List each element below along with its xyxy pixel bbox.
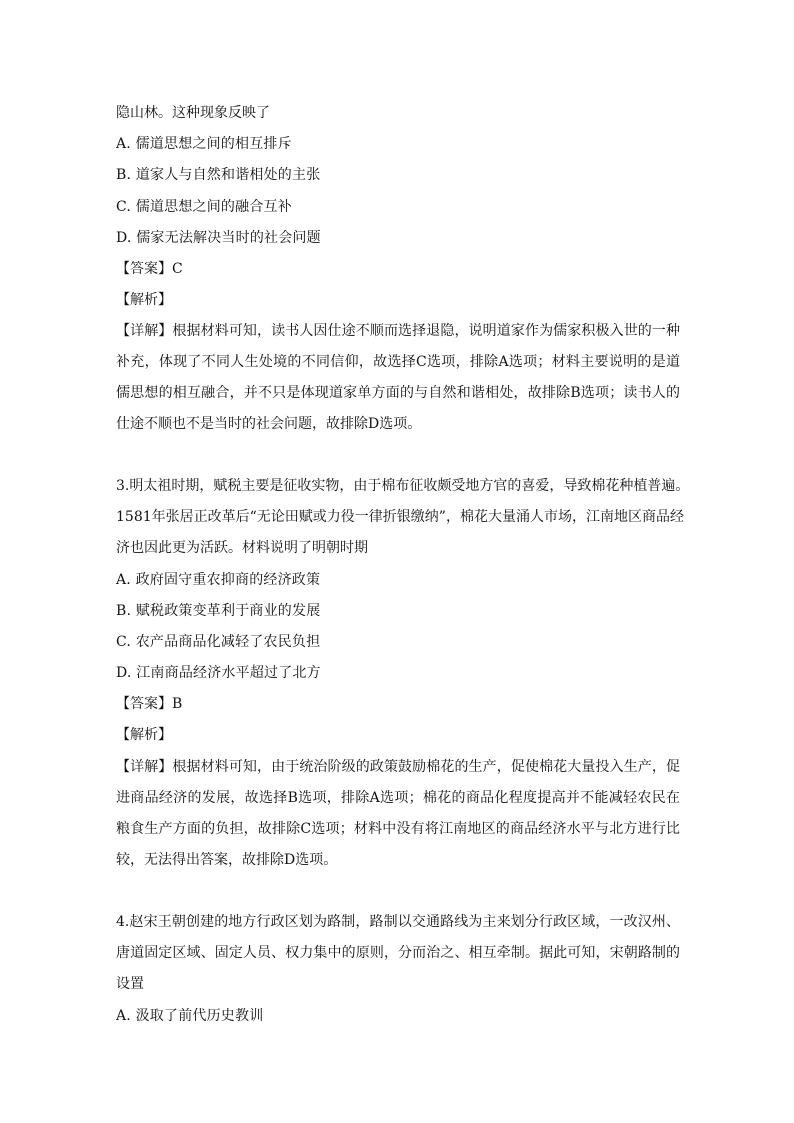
q3-analysis-label: 【解析】 — [116, 727, 172, 743]
q3-option-c: C. 农产品商品化减轻了农民负担 — [116, 634, 321, 650]
q2-answer: 【答案】C — [116, 261, 183, 277]
q3-answer: 【答案】B — [116, 696, 183, 712]
q4-stem-line-2: 唐道固定区域、固定人员、权力集中的原则，分而治之、相互牵制。据此可知，宋朝路制的 — [116, 945, 680, 961]
q2-detail-line-2: 补充，体现了不同人生处境的不同信仰，故选择C选项，排除A选项；材料主要说明的是道 — [116, 354, 680, 370]
q3-detail-line-3: 粮食生产方面的负担，故排除C选项；材料中没有将江南地区的商品经济水平与北方进行比 — [116, 821, 680, 837]
q4-option-a: A. 汲取了前代历史教训 — [116, 1008, 264, 1024]
q3-stem-line-1: 3.明太祖时期，赋税主要是征收实物，由于棉布征收颇受地方官的喜爱，导致棉花种植普遍。 — [116, 478, 690, 494]
q2-stem-tail: 隐山林。这种现象反映了 — [116, 105, 270, 121]
q2-option-a: A. 儒道思想之间的相互排斥 — [116, 136, 292, 152]
q4-stem-line-1: 4.赵宋王朝创建的地方行政区划为路制，路制以交通路线为主来划分行政区域，一改汉州、 — [116, 914, 680, 930]
q3-option-a: A. 政府固守重农抑商的经济政策 — [116, 572, 321, 588]
q2-option-b: B. 道家人与自然和谐相处的主张 — [116, 167, 321, 183]
q2-detail-line-3: 儒思想的相互融合，并不只是体现道家单方面的与自然和谐相处，故排除B选项；读书人的 — [116, 385, 680, 401]
q2-option-d: D. 儒家无法解决当时的社会问题 — [116, 230, 321, 246]
q2-analysis-label: 【解析】 — [116, 292, 172, 308]
q3-option-d: D. 江南商品经济水平超过了北方 — [116, 665, 321, 681]
q2-detail-line-4: 仕途不顺也不是当时的社会问题，故排除D选项。 — [116, 416, 422, 432]
q4-stem-line-3: 设置 — [116, 976, 144, 992]
q3-stem-line-3: 济也因此更为活跃。材料说明了明朝时期 — [116, 540, 368, 556]
q3-detail-line-2: 进商品经济的发展，故选择B选项，排除A选项；棉花的商品化程度提高并不能减轻农民在 — [116, 790, 680, 806]
q3-stem-line-2: 1581年张居正改革后“无论田赋或力役一律折银缴纳”，棉花大量涌人市场，江南地区商品经 — [116, 509, 684, 525]
q3-detail-line-1: 【详解】根据材料可知，由于统治阶级的政策鼓励棉花的生产，促使棉花大量投入生产，促 — [116, 759, 680, 775]
q3-option-b: B. 赋税政策变革利于商业的发展 — [116, 603, 321, 619]
q2-option-c: C. 儒道思想之间的融合互补 — [116, 199, 292, 215]
q3-detail-line-4: 较，无法得出答案，故排除D选项。 — [116, 852, 338, 868]
q2-detail-line-1: 【详解】根据材料可知，读书人因仕途不顺而选择退隐，说明道家作为儒家积极入世的一种 — [116, 323, 680, 339]
